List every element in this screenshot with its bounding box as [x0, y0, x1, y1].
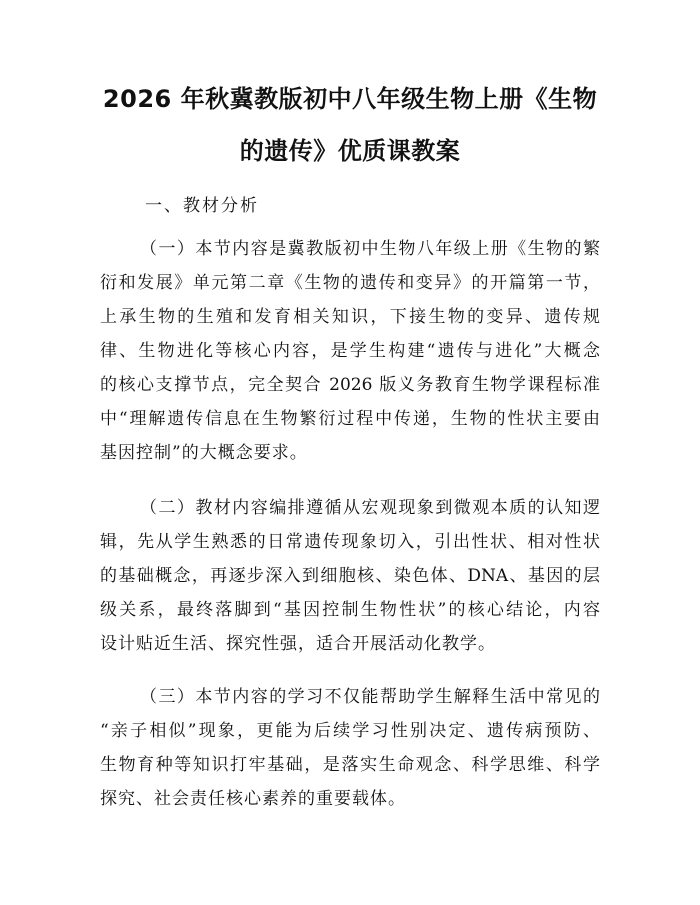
paragraph-line: 基因控制”的大概念要求。	[100, 443, 308, 463]
paragraph-line: （二）教材内容编排遵循从宏观现象到微观本质的认知逻	[140, 498, 600, 518]
paragraph-line: 衍和发展》单元第二章《生物的遗传和变异》的开篇第一节，	[100, 273, 600, 293]
paragraph-line: 生物育种等知识打牢基础，是落实生命观念、科学思维、科学	[100, 755, 600, 775]
paragraph-line: “亲子相似”现象，更能为后续学习性别决定、遗传病预防、	[100, 721, 600, 741]
paragraph-line: 级关系，最终落脚到“基因控制生物性状”的核心结论，内容	[100, 600, 600, 620]
paragraph-line: （一）本节内容是冀教版初中生物八年级上册《生物的繁	[140, 239, 600, 259]
paragraph-line: （三）本节内容的学习不仅能帮助学生解释生活中常见的	[140, 687, 600, 707]
document-title-line-2: 的遗传》优质课教案	[239, 137, 461, 165]
paragraph-line: 探究、社会责任核心素养的重要载体。	[100, 789, 406, 809]
paragraph-line: 设计贴近生活、探究性强，适合开展活动化教学。	[100, 634, 496, 654]
paragraph-line: 的基础概念，再逐步深入到细胞核、染色体、DNA、基因的层	[100, 566, 600, 586]
paragraph-line: 辑，先从学生熟悉的日常遗传现象切入，引出性状、相对性状	[100, 532, 600, 552]
paragraph-line: 上承生物的生殖和发育相关知识，下接生物的变异、遗传规	[100, 307, 600, 327]
section-heading-textbook-analysis: 一、教材分析	[145, 196, 259, 216]
paragraph-line: 中“理解遗传信息在生物繁衍过程中传递，生物的性状主要由	[100, 409, 600, 429]
paragraph-line: 律、生物进化等核心内容，是学生构建“遗传与进化”大概念	[100, 341, 600, 361]
document-title-line-1: 2026 年秋冀教版初中八年级生物上册《生物	[102, 85, 598, 113]
paragraph-line: 的核心支撑节点，完全契合 2026 版义务教育生物学课程标准	[100, 375, 600, 395]
